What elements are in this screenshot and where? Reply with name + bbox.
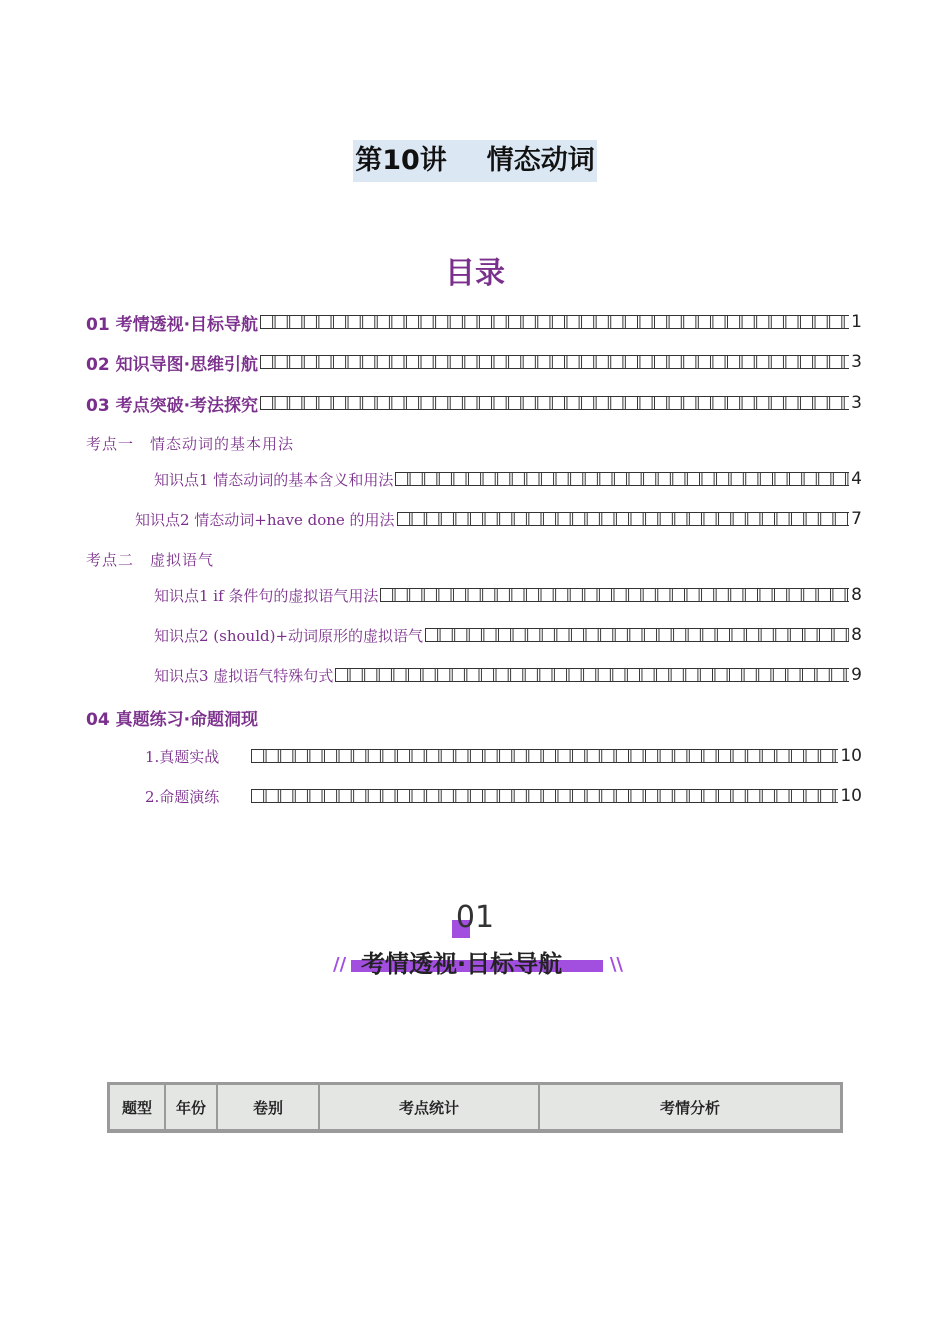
toc-entry-label: 考点一 情态动词的基本用法 — [86, 434, 295, 453]
toc-entry-label: 知识点1 if 条件句的虚拟语气用法 — [154, 586, 379, 605]
toc-entry-label: 知识点2 情态动词+have done 的用法 — [135, 510, 395, 529]
toc-leader — [425, 628, 849, 642]
toc-leader — [260, 315, 849, 329]
toc-entry-label: 04 真题练习·命题洞现 — [86, 709, 259, 730]
toc-leader — [260, 355, 849, 369]
toc-entry[interactable] — [86, 307, 862, 337]
toc-leader — [395, 472, 849, 486]
section-number-block — [0, 900, 950, 935]
toc-entry-page: 7 — [851, 509, 862, 529]
toc-entry-page: 10 — [840, 746, 862, 766]
toc-entry-page: 10 — [840, 786, 862, 806]
table-header-row — [109, 1084, 842, 1132]
toc-entry-page: 3 — [851, 393, 862, 413]
header-paper: 卷别 — [217, 1084, 319, 1132]
exam-analysis-table — [107, 1082, 843, 1133]
header-question-type: 题型 — [109, 1084, 166, 1132]
toc-leader — [251, 789, 838, 803]
toc-leader — [335, 668, 849, 682]
toc-entry[interactable] — [86, 347, 862, 377]
toc-entry-label: 02 知识导图·思维引航 — [86, 354, 259, 375]
toc-entry-label: 知识点3 虚拟语气特殊句式 — [154, 666, 334, 685]
section-title: 考情透视·目标导航 — [361, 950, 563, 978]
toc-entry-page: 8 — [851, 585, 862, 605]
toc-entry[interactable] — [86, 544, 862, 574]
toc-entry[interactable] — [154, 464, 862, 494]
toc-entry[interactable] — [154, 660, 862, 690]
toc-entry-label: 考点二 虚拟语气 — [86, 550, 215, 569]
section-number: 01 — [455, 900, 495, 935]
header-analysis: 考情分析 — [539, 1084, 842, 1132]
toc-entry[interactable] — [135, 504, 862, 534]
toc-leader — [397, 512, 850, 526]
page-title — [353, 140, 597, 182]
toc-entry-label: 2.命题演练 — [145, 787, 220, 806]
toc-entry-page: 8 — [851, 625, 862, 645]
toc-entry[interactable] — [145, 741, 862, 771]
toc-leader — [260, 396, 849, 410]
toc-entry[interactable] — [86, 702, 862, 732]
toc-entry-page: 9 — [851, 665, 862, 685]
toc-entry[interactable] — [145, 781, 862, 811]
title-topic: 情态动词 — [486, 145, 595, 176]
toc-heading: 目录 — [445, 256, 505, 291]
toc-entry-label: 知识点2 (should)+动词原形的虚拟语气 — [154, 626, 424, 645]
toc-entry-label: 03 考点突破·考法探究 — [86, 395, 259, 416]
toc-entry[interactable] — [86, 388, 862, 418]
slash-right: \\ — [609, 954, 623, 975]
toc-leader — [380, 588, 849, 602]
title-lecture-number: 第10讲 — [355, 145, 447, 176]
toc-entry-label: 01 考情透视·目标导航 — [86, 314, 259, 335]
page-title-wrap — [0, 140, 950, 182]
header-year: 年份 — [165, 1084, 217, 1132]
section-banner — [333, 944, 623, 980]
toc-entry-label: 知识点1 情态动词的基本含义和用法 — [154, 470, 394, 489]
toc-entry[interactable] — [154, 580, 862, 610]
toc-entry-page: 4 — [851, 469, 862, 489]
toc-entry-label: 1.真题实战 — [145, 747, 220, 766]
slash-left: // — [333, 954, 347, 975]
header-points: 考点统计 — [319, 1084, 539, 1132]
toc-entry-page: 1 — [851, 312, 862, 332]
toc-entry-page: 3 — [851, 352, 862, 372]
toc-entry[interactable] — [154, 620, 862, 650]
toc-leader — [251, 749, 838, 763]
toc-entry[interactable] — [86, 428, 862, 458]
